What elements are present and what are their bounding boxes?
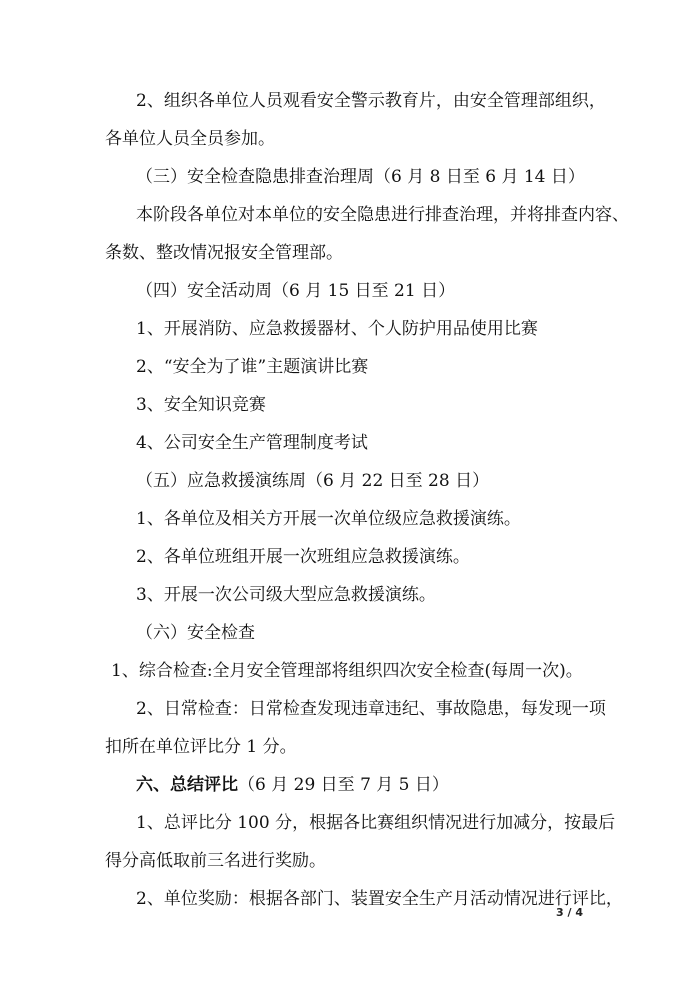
list-item: 2、“安全为了谁”主题演讲比赛: [136, 357, 369, 377]
paragraph-line: 各单位人员全员参加。: [105, 129, 275, 149]
section-heading: （六）安全检查: [136, 623, 255, 643]
section-heading: （四）安全活动周（6 月 15 日至 21 日）: [136, 281, 456, 301]
list-item: 2、单位奖励：根据各部门、装置安全生产月活动情况进行评比，: [136, 889, 623, 909]
paragraph-line: 扣所在单位评比分 1 分。: [105, 737, 297, 757]
paragraph-line: 本阶段各单位对本单位的安全隐患进行排查治理，并将排查内容、: [136, 205, 629, 225]
list-item: 1、各单位及相关方开展一次单位级应急救援演练。: [136, 509, 521, 529]
section-heading: （五）应急救援演练周（6 月 22 日至 28 日）: [136, 471, 490, 491]
chapter-heading: 六、总结评比: [136, 775, 238, 795]
list-item: 1、开展消防、应急救援器材、个人防护用品使用比赛: [136, 319, 538, 339]
chapter-heading-dates: （6 月 29 日至 7 月 5 日）: [238, 775, 449, 795]
list-item: 3、开展一次公司级大型应急救援演练。: [136, 585, 436, 605]
chapter-heading-row: [136, 774, 449, 796]
list-item: 1、综合检查:全月安全管理部将组织四次安全检查(每周一次)。: [111, 661, 583, 681]
section-heading: （三）安全检查隐患排查治理周（6 月 8 日至 6 月 14 日）: [136, 167, 585, 187]
paragraph-line: 2、组织各单位人员观看安全警示教育片，由安全管理部组织，: [136, 91, 606, 111]
page-number: 3 / 4: [556, 906, 583, 919]
paragraph-line: 条数、整改情况报安全管理部。: [105, 243, 343, 263]
list-item: 4、公司安全生产管理制度考试: [136, 433, 368, 453]
list-item: 1、总评比分 100 分，根据各比赛组织情况进行加减分，按最后: [136, 813, 616, 833]
paragraph-line: 得分高低取前三名进行奖励。: [105, 851, 326, 871]
list-item: 2、日常检查：日常检查发现违章违纪、事故隐患，每发现一项: [136, 699, 606, 719]
list-item: 2、各单位班组开展一次班组应急救援演练。: [136, 547, 470, 567]
list-item: 3、安全知识竞赛: [136, 395, 266, 415]
